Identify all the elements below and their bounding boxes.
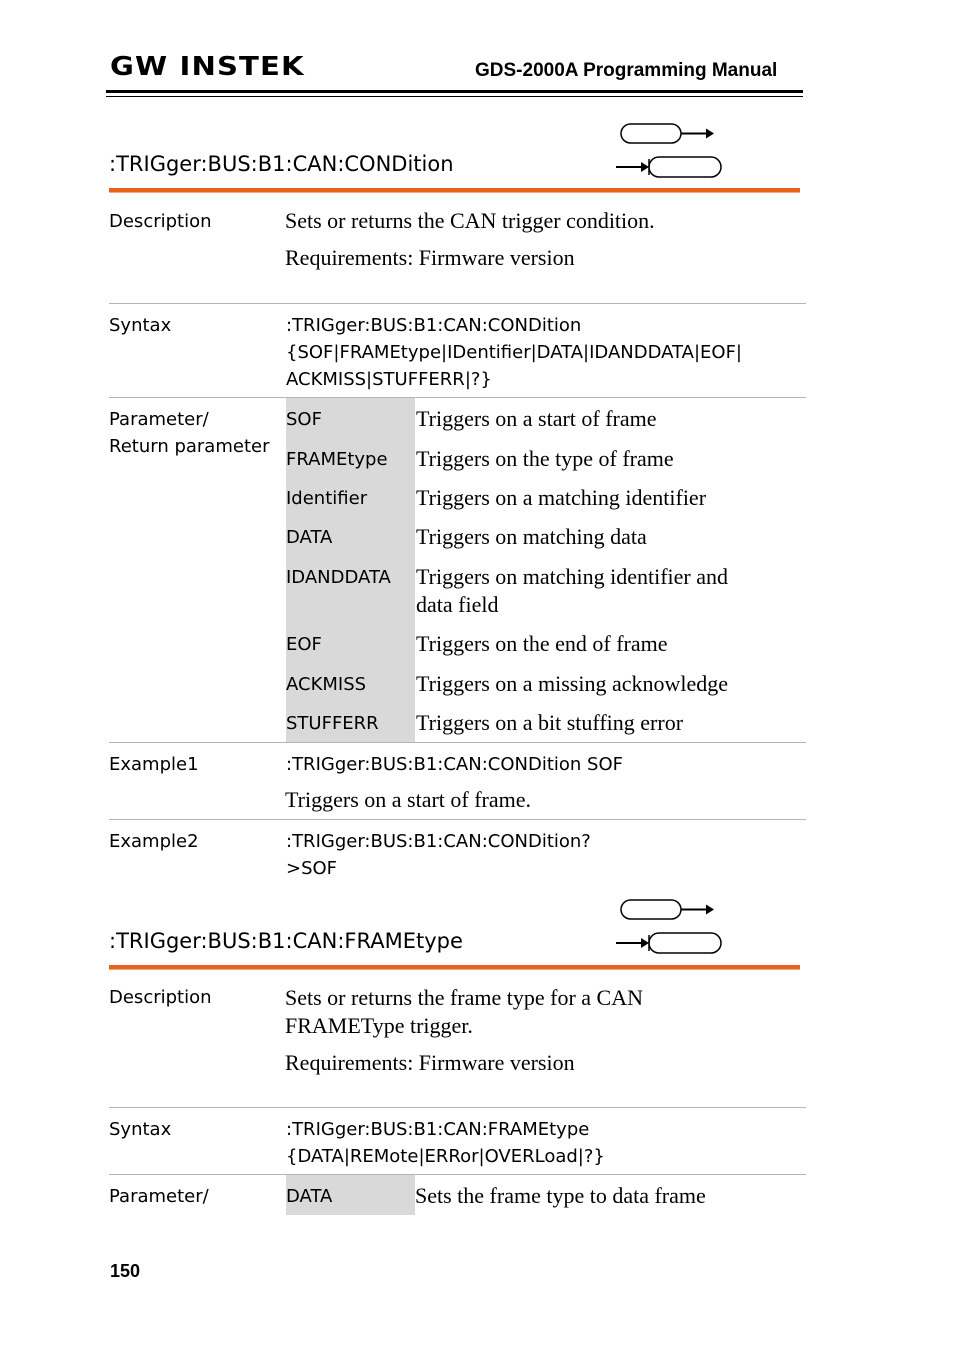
description-text: FRAMEType trigger. bbox=[285, 1013, 473, 1038]
example2-response: >SOF bbox=[286, 858, 338, 879]
query-command-icon bbox=[616, 933, 721, 953]
description-text: Sets or returns the CAN trigger condition. bbox=[285, 208, 655, 233]
section-title-frametype: :TRIGger:BUS:B1:CAN:FRAMEtype bbox=[109, 929, 463, 953]
param-desc: Triggers on a matching identifier bbox=[416, 485, 707, 510]
set-query-icon bbox=[614, 896, 724, 958]
brand-logo: GW INSTEK bbox=[110, 52, 305, 82]
section-accent-bar bbox=[109, 965, 800, 970]
param-desc: Triggers on matching data bbox=[416, 524, 647, 549]
param-name: DATA bbox=[286, 527, 333, 548]
row-separator bbox=[109, 819, 806, 820]
syntax-line: {SOF|FRAMEtype|IDentifier|DATA|IDANDDATA|EOF| bbox=[286, 342, 742, 363]
page-number: 150 bbox=[110, 1261, 141, 1281]
set-query-icon bbox=[614, 120, 724, 182]
query-command-icon bbox=[616, 157, 721, 177]
section-accent-bar bbox=[109, 188, 800, 193]
param-name: EOF bbox=[286, 634, 322, 655]
param-desc: Triggers on matching identifier and bbox=[416, 564, 729, 589]
param-desc: data field bbox=[416, 592, 499, 617]
example1-description: Triggers on a start of frame. bbox=[285, 787, 532, 812]
syntax-line: :TRIGger:BUS:B1:CAN:FRAMEtype bbox=[286, 1119, 590, 1140]
param-name: SOF bbox=[286, 409, 322, 430]
param-desc: Triggers on a bit stuffing error bbox=[416, 710, 684, 735]
parameter-label: Return parameter bbox=[109, 436, 270, 457]
set-command-icon bbox=[621, 900, 714, 919]
param-desc: Triggers on a missing acknowledge bbox=[416, 671, 729, 696]
example2-command: :TRIGger:BUS:B1:CAN:CONDition? bbox=[286, 831, 591, 852]
row-separator bbox=[109, 742, 806, 743]
param-name: IDANDDATA bbox=[286, 567, 391, 588]
example1-command: :TRIGger:BUS:B1:CAN:CONDition SOF bbox=[286, 754, 623, 775]
param-desc: Triggers on a start of frame bbox=[416, 406, 657, 431]
param-name: DATA bbox=[286, 1186, 333, 1207]
header-rule bbox=[106, 90, 803, 93]
description-label: Description bbox=[109, 211, 212, 232]
param-name: Identifier bbox=[286, 488, 368, 509]
syntax-line: ACKMISS|STUFFERR|?} bbox=[286, 369, 492, 390]
requirements-text: Requirements: Firmware version bbox=[285, 245, 575, 270]
parameter-label: Parameter/ bbox=[109, 409, 209, 430]
set-command-icon bbox=[621, 124, 714, 143]
header-rule-thin bbox=[106, 96, 803, 97]
description-label: Description bbox=[109, 987, 212, 1008]
requirements-text: Requirements: Firmware version bbox=[285, 1050, 575, 1075]
param-desc: Triggers on the type of frame bbox=[416, 446, 674, 471]
example1-label: Example1 bbox=[109, 754, 199, 775]
syntax-line: {DATA|REMote|ERRor|OVERLoad|?} bbox=[286, 1146, 605, 1167]
row-separator bbox=[109, 397, 806, 398]
row-separator bbox=[109, 303, 806, 304]
syntax-label: Syntax bbox=[109, 315, 172, 336]
param-name: ACKMISS bbox=[286, 674, 367, 695]
section-title-condition: :TRIGger:BUS:B1:CAN:CONDition bbox=[109, 152, 454, 176]
parameter-label: Parameter/ bbox=[109, 1186, 209, 1207]
syntax-line: :TRIGger:BUS:B1:CAN:CONDition bbox=[286, 315, 582, 336]
manual-title: GDS-2000A Programming Manual bbox=[475, 60, 778, 81]
param-desc: Triggers on the end of frame bbox=[416, 631, 668, 656]
param-name: STUFFERR bbox=[286, 713, 379, 734]
description-text: Sets or returns the frame type for a CAN bbox=[285, 985, 644, 1010]
example2-label: Example2 bbox=[109, 831, 199, 852]
row-separator bbox=[109, 1174, 806, 1175]
syntax-label: Syntax bbox=[109, 1119, 172, 1140]
param-name: FRAMEtype bbox=[286, 449, 388, 470]
param-desc: Sets the frame type to data frame bbox=[415, 1183, 706, 1208]
row-separator bbox=[109, 1107, 806, 1108]
